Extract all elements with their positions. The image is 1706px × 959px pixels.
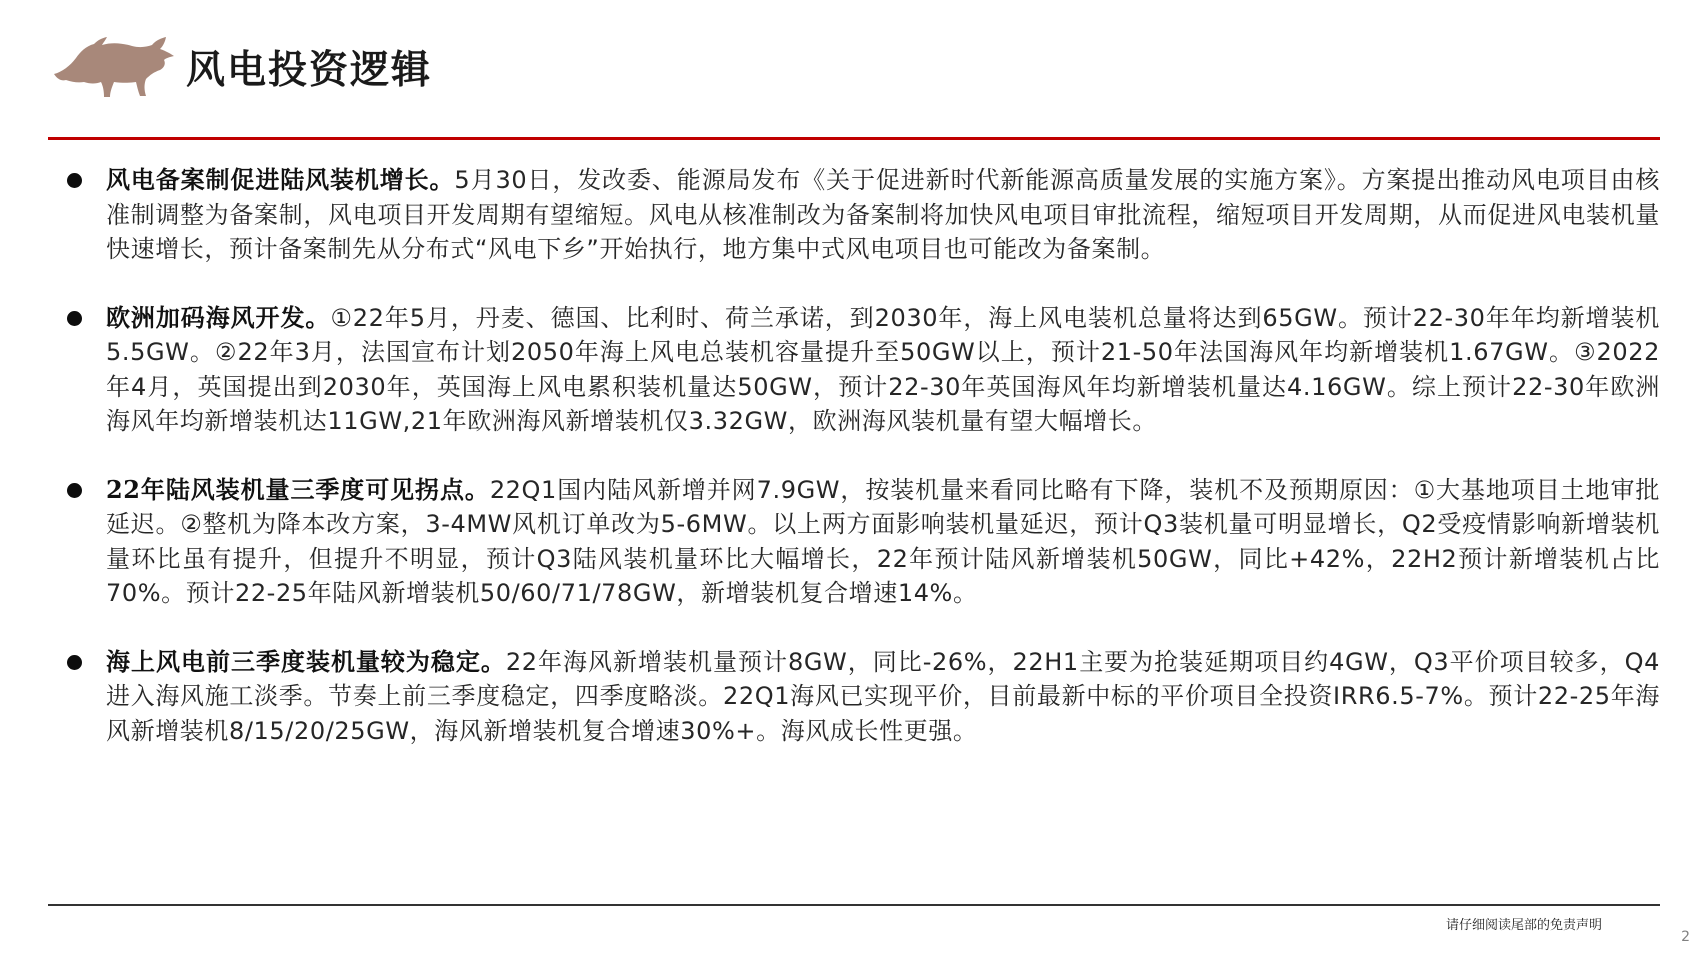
bullet-dot-icon xyxy=(67,173,82,188)
bullet-heading: 欧洲加码海风开发。 xyxy=(106,302,331,332)
bullet-heading: 海上风电前三季度装机量较为稳定。 xyxy=(106,646,506,676)
page-header xyxy=(0,0,1706,140)
footer-disclaimer: 请仔细阅读尾部的免责声明 xyxy=(1445,918,1602,933)
bullet-heading: 22年陆风装机量三季度可见拐点。 xyxy=(106,474,490,504)
bullet-dot-icon xyxy=(67,655,82,670)
bullet-heading: 风电备案制促进陆风装机增长。 xyxy=(106,165,455,194)
page-number: 2 xyxy=(1681,929,1690,945)
bull-icon xyxy=(52,34,177,100)
bullet-list xyxy=(60,163,1660,782)
bullet-item xyxy=(60,473,1660,611)
bullet-item xyxy=(60,163,1660,267)
bullet-text: 22Q1国内陆风新增并网7.9GW，按装机量来看同比略有下降，装机不及预期原因：①大基地项目土地审批延迟。②整机为降本改方案，3-4MW风机订单改为5-6MW。以上两方面影响装机量延迟，预计Q3装机量可明显增长，Q2受疫情影响新增装机量环比虽有提升，但提升不明显，预计Q3陆风装机量环比大幅增长，22年预计陆风新增装机50GW，同比+42%，22H2预计新增装机占比70%。预计22-25年陆风新增装机50/60/71/78GW，新增装机复合增速14%。 xyxy=(106,475,1660,607)
bullet-text: 22年海风新增装机量预计8GW，同比-26%，22H1主要为抢装延期项目约4GW，Q3平价项目较多，Q4进入海风施工淡季。节奏上前三季度稳定，四季度略淡。22Q1海风已实现平价，目前最新中标的平价项目全投资IRR6.5-7%。预计22-25年海风新增装机8/15/20/25GW，海风新增装机复合增速30%+。海风成长性更强。 xyxy=(106,647,1660,745)
bullet-dot-icon xyxy=(67,483,82,498)
bullet-item xyxy=(60,301,1660,439)
bullet-text: ①22年5月，丹麦、德国、比利时、荷兰承诺，到2030年，海上风电装机总量将达到65GW。预计22-30年年均新增装机5.5GW。②22年3月，法国宣布计划2050年海上风电总装机容量提升至50GW以上，预计21-50年法国海风年均新增装机1.67GW。③2022年4月，英国提出到2030年，英国海上风电累积装机量达50GW，预计22-30年英国海风年均新增装机量达4.16GW。综上预计22-30年欧洲海风年均新增装机达11GW,21年欧洲海风新增装机仅3.32GW，欧洲海风装机量有望大幅增长。 xyxy=(106,303,1660,435)
bullet-text: 5月30日，发改委、能源局发布《关于促进新时代新能源高质量发展的实施方案》。方案提出推动风电项目由核准制调整为备案制，风电项目开发周期有望缩短。风电从核准制改为备案制将加快风电项目审批流程，缩短项目开发周期，从而促进风电装机量快速增长，预计备案制先从分布式“风电下乡”开始执行，地方集中式风电项目也可能改为备案制。 xyxy=(106,166,1660,263)
footer-divider xyxy=(48,904,1660,906)
bullet-dot-icon xyxy=(67,311,82,326)
header-divider xyxy=(48,137,1660,140)
page-title: 风电投资逻辑 xyxy=(186,47,433,93)
bullet-item xyxy=(60,645,1660,749)
